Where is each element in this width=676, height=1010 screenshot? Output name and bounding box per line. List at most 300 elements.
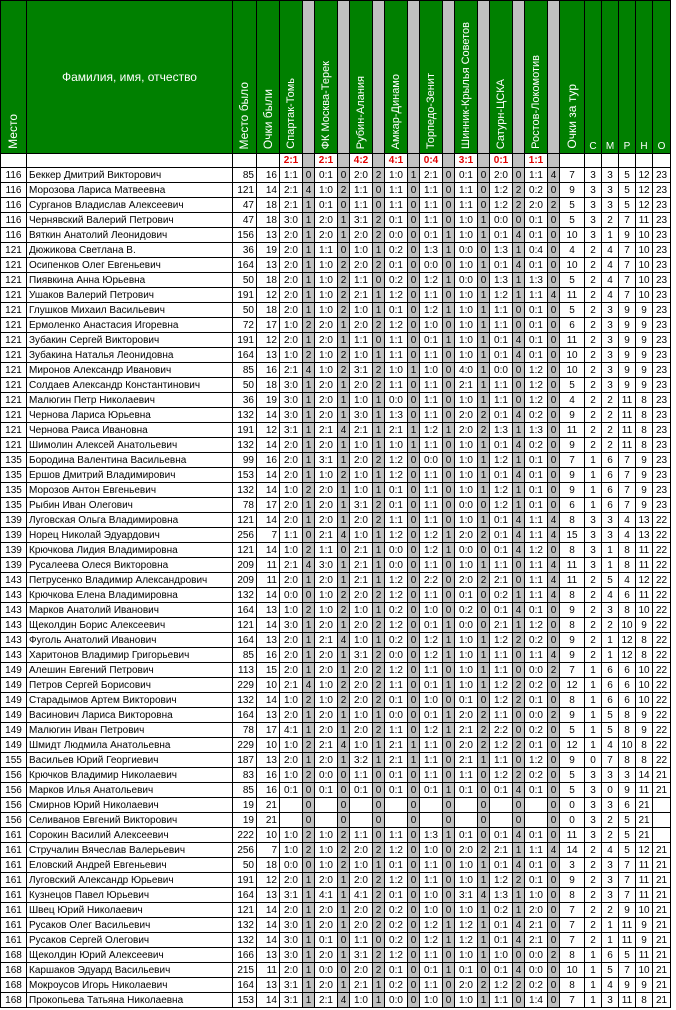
cell-tour-points: 15 — [560, 528, 585, 543]
cell-pred-1: 2:1 — [280, 678, 303, 693]
cell-pts-3: 2 — [373, 873, 385, 888]
cell-pts-3: 0 — [373, 198, 385, 213]
cell-pred-3: 1:0 — [350, 708, 373, 723]
cell-pts-8: 0 — [548, 753, 560, 768]
cell-stat-o: 22 — [653, 753, 671, 768]
results-empty — [585, 154, 602, 168]
cell-pred-7: 1:3 — [490, 243, 513, 258]
cell-pred-5: 2:1 — [420, 168, 443, 183]
cell-pred-2: 1:0 — [315, 693, 338, 708]
cell-pred-2: 2:0 — [315, 228, 338, 243]
cell-pts-6: 1 — [478, 513, 490, 528]
cell-tour-points: 14 — [560, 843, 585, 858]
cell-points-were: 17 — [257, 498, 280, 513]
cell-pred-8: 1:1 — [525, 168, 548, 183]
cell-pred-6: 2:1 — [455, 378, 478, 393]
cell-pts-5: 1 — [443, 918, 455, 933]
cell-pred-2: 1:0 — [315, 303, 338, 318]
cell-pred-3 — [350, 813, 373, 828]
cell-pts-4: 0 — [408, 258, 420, 273]
cell-pred-6: 1:0 — [455, 228, 478, 243]
cell-pts-7: 4 — [513, 963, 525, 978]
cell-pts-8: 0 — [548, 363, 560, 378]
cell-place: 168 — [1, 978, 27, 993]
cell-pred-4: 2:1 — [385, 423, 408, 438]
cell-pts-4: 0 — [408, 333, 420, 348]
cell-tour-points: 3 — [560, 858, 585, 873]
cell-pts-6: 2 — [478, 528, 490, 543]
cell-pred-6: 1:0 — [455, 258, 478, 273]
results-empty — [653, 154, 671, 168]
cell-pts-3: 0 — [373, 813, 385, 828]
cell-pred-2: 2:1 — [315, 993, 338, 1008]
cell-pts-7: 0 — [513, 708, 525, 723]
cell-pts-8: 0 — [548, 918, 560, 933]
cell-pts-7: 1 — [513, 453, 525, 468]
table-row — [1, 663, 671, 678]
cell-pred-3: 2:0 — [350, 513, 373, 528]
cell-pts-6: 1 — [478, 678, 490, 693]
cell-pred-4: 0:2 — [385, 978, 408, 993]
cell-stat-n: 21 — [636, 798, 653, 813]
cell-pts-4: 0 — [408, 708, 420, 723]
cell-stat-r: 12 — [619, 648, 636, 663]
cell-place: 156 — [1, 813, 27, 828]
cell-pts-3: 1 — [373, 573, 385, 588]
cell-name: Солдаев Александр Константинович — [27, 378, 233, 393]
cell-stat-n: 9 — [636, 618, 653, 633]
cell-pts-8: 0 — [548, 993, 560, 1008]
cell-name: Русаков Сергей Олегович — [27, 933, 233, 948]
cell-tour-points: 8 — [560, 888, 585, 903]
cell-tour-points: 5 — [560, 723, 585, 738]
cell-pred-2: 2:0 — [315, 213, 338, 228]
cell-pts-7: 4 — [513, 333, 525, 348]
table-row — [1, 678, 671, 693]
cell-pred-7: 1:3 — [490, 273, 513, 288]
cell-pred-6: 1:2 — [455, 933, 478, 948]
cell-pts-3: 2 — [373, 588, 385, 603]
cell-pts-8: 0 — [548, 348, 560, 363]
cell-pred-5: 1:2 — [420, 918, 443, 933]
cell-pts-6: 1 — [478, 228, 490, 243]
cell-place-was: 132 — [233, 588, 257, 603]
cell-pred-1: 1:0 — [280, 843, 303, 858]
cell-place: 156 — [1, 783, 27, 798]
cell-pts-5: 1 — [443, 273, 455, 288]
cell-pred-7: 1:2 — [490, 678, 513, 693]
cell-pts-6: 1 — [478, 363, 490, 378]
cell-stat-s: 3 — [585, 513, 602, 528]
cell-pts-8: 0 — [548, 783, 560, 798]
cell-pred-5: 1:1 — [420, 378, 443, 393]
cell-stat-o: 21 — [653, 978, 671, 993]
header-place-was-label: Место было — [237, 81, 251, 149]
cell-pts-1: 4 — [303, 558, 315, 573]
header-gap — [443, 1, 455, 154]
cell-stat-m: 3 — [602, 858, 619, 873]
cell-pred-3: 1:0 — [350, 528, 373, 543]
cell-pred-1: 2:1 — [280, 183, 303, 198]
cell-stat-n: 8 — [636, 423, 653, 438]
cell-pred-3: 2:0 — [350, 168, 373, 183]
results-gap — [548, 154, 560, 168]
cell-pts-5: 0 — [443, 948, 455, 963]
cell-pts-8: 0 — [548, 963, 560, 978]
cell-pred-6: 1:1 — [455, 768, 478, 783]
cell-pred-2: 3:0 — [315, 558, 338, 573]
cell-tour-points: 5 — [560, 768, 585, 783]
cell-stat-m: 7 — [602, 753, 619, 768]
header-place-was — [233, 1, 257, 154]
table-row — [1, 393, 671, 408]
cell-pts-6: 4 — [478, 888, 490, 903]
cell-pts-2: 1 — [338, 318, 350, 333]
cell-stat-o: 21 — [653, 768, 671, 783]
cell-pts-1: 1 — [303, 198, 315, 213]
cell-pred-4: 2:1 — [385, 738, 408, 753]
cell-stat-m: 1 — [602, 543, 619, 558]
cell-pts-6: 1 — [478, 753, 490, 768]
cell-tour-points: 9 — [560, 438, 585, 453]
cell-points-were: 10 — [257, 738, 280, 753]
cell-stat-n: 11 — [636, 543, 653, 558]
header-gap — [513, 1, 525, 154]
cell-pred-1: 3:1 — [280, 978, 303, 993]
cell-place: 155 — [1, 753, 27, 768]
cell-name: Миронов Александр Иванович — [27, 363, 233, 378]
cell-stat-s: 2 — [585, 903, 602, 918]
cell-stat-n: 11 — [636, 783, 653, 798]
cell-pts-8: 4 — [548, 588, 560, 603]
cell-pred-2: 2:0 — [315, 948, 338, 963]
cell-pts-1: 1 — [303, 618, 315, 633]
cell-pred-7: 0:2 — [490, 903, 513, 918]
cell-pts-1: 0 — [303, 783, 315, 798]
cell-pred-1: 2:0 — [280, 663, 303, 678]
cell-pred-8: 0:0 — [525, 663, 548, 678]
cell-pred-8: 0:2 — [525, 678, 548, 693]
cell-pred-7: 1:0 — [490, 948, 513, 963]
cell-pts-1: 1 — [303, 303, 315, 318]
cell-pred-2: 1:0 — [315, 363, 338, 378]
cell-stat-s: 2 — [585, 243, 602, 258]
cell-pts-5: 0 — [443, 798, 455, 813]
cell-pts-8: 0 — [548, 873, 560, 888]
cell-pts-4: 0 — [408, 828, 420, 843]
table-row — [1, 213, 671, 228]
cell-pts-4: 0 — [408, 558, 420, 573]
cell-pred-3: 1:1 — [350, 198, 373, 213]
cell-stat-o: 21 — [653, 858, 671, 873]
cell-pred-1: 2:0 — [280, 963, 303, 978]
cell-stat-n: 9 — [636, 708, 653, 723]
cell-pts-4: 0 — [408, 498, 420, 513]
cell-stat-s: 2 — [585, 633, 602, 648]
cell-pts-4: 0 — [408, 378, 420, 393]
cell-stat-o: 22 — [653, 708, 671, 723]
cell-pred-2: 0:0 — [315, 768, 338, 783]
cell-place: 121 — [1, 408, 27, 423]
cell-tour-points: 9 — [560, 408, 585, 423]
result-3: 4:2 — [350, 154, 373, 168]
cell-pred-3: 2:0 — [350, 693, 373, 708]
cell-name: Прокопьева Татьяна Николаевна — [27, 993, 233, 1008]
cell-pred-4: 0:1 — [385, 858, 408, 873]
cell-place-was: 153 — [233, 993, 257, 1008]
header-match-7 — [490, 1, 513, 154]
cell-pred-2: 0:1 — [315, 783, 338, 798]
cell-pts-2: 1 — [338, 903, 350, 918]
cell-stat-s: 2 — [585, 408, 602, 423]
table-row — [1, 723, 671, 738]
cell-pred-2: 2:0 — [315, 378, 338, 393]
cell-stat-m: 1 — [602, 918, 619, 933]
cell-pred-4: 0:0 — [385, 228, 408, 243]
cell-pts-3: 1 — [373, 483, 385, 498]
cell-pred-8: 0:0 — [525, 948, 548, 963]
cell-pred-1: 4:1 — [280, 723, 303, 738]
cell-points-were: 14 — [257, 543, 280, 558]
cell-tour-points: 9 — [560, 468, 585, 483]
cell-stat-r: 11 — [619, 393, 636, 408]
cell-pred-6: 1:0 — [455, 903, 478, 918]
cell-pred-6: 2:1 — [455, 723, 478, 738]
cell-points-were: 14 — [257, 513, 280, 528]
cell-pts-6: 1 — [478, 318, 490, 333]
cell-stat-o: 23 — [653, 393, 671, 408]
cell-pred-6: 0:0 — [455, 243, 478, 258]
table-row — [1, 708, 671, 723]
cell-pts-7: 0 — [513, 573, 525, 588]
cell-pts-1: 1 — [303, 228, 315, 243]
cell-stat-r: 7 — [619, 288, 636, 303]
cell-stat-o: 23 — [653, 243, 671, 258]
cell-pts-5: 0 — [443, 348, 455, 363]
cell-pred-7: 0:1 — [490, 528, 513, 543]
cell-pred-4: 1:0 — [385, 168, 408, 183]
cell-pts-8: 4 — [548, 168, 560, 183]
cell-place: 156 — [1, 768, 27, 783]
cell-name: Крючков Владимир Николаевич — [27, 768, 233, 783]
cell-points-were: 18 — [257, 378, 280, 393]
cell-pts-7: 1 — [513, 288, 525, 303]
cell-stat-m: 3 — [602, 318, 619, 333]
cell-stat-s: 3 — [585, 528, 602, 543]
cell-pred-5: 1:1 — [420, 183, 443, 198]
cell-pred-4: 1:1 — [385, 198, 408, 213]
cell-place: 161 — [1, 888, 27, 903]
cell-stat-r: 9 — [619, 978, 636, 993]
cell-points-were: 17 — [257, 723, 280, 738]
cell-pts-2: 2 — [338, 828, 350, 843]
cell-stat-m: 4 — [602, 588, 619, 603]
cell-pred-4: 1:2 — [385, 663, 408, 678]
cell-name: Норец Николай Эдуардович — [27, 528, 233, 543]
cell-pred-8: 0:2 — [525, 768, 548, 783]
cell-pred-5: 1:1 — [420, 438, 443, 453]
cell-pts-6: 1 — [478, 993, 490, 1008]
table-row — [1, 348, 671, 363]
cell-pts-7: 1 — [513, 888, 525, 903]
cell-pts-6: 1 — [478, 468, 490, 483]
cell-pred-4: 1:2 — [385, 618, 408, 633]
cell-stat-o: 23 — [653, 318, 671, 333]
cell-pts-5: 0 — [443, 438, 455, 453]
cell-pts-7: 2 — [513, 198, 525, 213]
cell-pts-1: 2 — [303, 348, 315, 363]
header-points-were-label: Очки были — [260, 88, 275, 149]
cell-pred-6: 3:1 — [455, 888, 478, 903]
results-empty — [636, 154, 653, 168]
cell-pts-2: 2 — [338, 843, 350, 858]
cell-pts-3: 2 — [373, 903, 385, 918]
cell-stat-r: 7 — [619, 468, 636, 483]
cell-pred-4: 0:1 — [385, 963, 408, 978]
cell-place: 121 — [1, 273, 27, 288]
cell-stat-o: 21 — [653, 903, 671, 918]
cell-pred-6: 1:0 — [455, 858, 478, 873]
cell-pts-3: 1 — [373, 543, 385, 558]
cell-stat-m: 2 — [602, 423, 619, 438]
header-match-4-label: Амкар-Динамо — [389, 73, 402, 149]
table-row — [1, 333, 671, 348]
cell-pred-8: 0:1 — [525, 603, 548, 618]
cell-pts-8: 0 — [548, 678, 560, 693]
cell-name: Каршаков Эдуард Васильевич — [27, 963, 233, 978]
cell-pred-2: 2:0 — [315, 573, 338, 588]
cell-place-was: 132 — [233, 483, 257, 498]
cell-stat-r: 7 — [619, 453, 636, 468]
cell-pts-3: 0 — [373, 933, 385, 948]
cell-name: Стручалин Вячеслав Валерьевич — [27, 843, 233, 858]
cell-pts-3: 2 — [373, 843, 385, 858]
cell-pred-8: 1:2 — [525, 393, 548, 408]
cell-stat-r: 9 — [619, 318, 636, 333]
cell-pred-2: 1:0 — [315, 858, 338, 873]
cell-stat-s: 3 — [585, 198, 602, 213]
cell-pts-3: 0 — [373, 783, 385, 798]
cell-pts-5: 0 — [443, 453, 455, 468]
cell-pred-4: 0:1 — [385, 783, 408, 798]
cell-stat-o: 23 — [653, 213, 671, 228]
cell-pts-3: 2 — [373, 453, 385, 468]
cell-pred-6: 2:0 — [455, 528, 478, 543]
cell-pred-1: 2:0 — [280, 498, 303, 513]
cell-stat-n: 12 — [636, 168, 653, 183]
cell-place: 135 — [1, 468, 27, 483]
cell-stat-m: 1 — [602, 633, 619, 648]
cell-pts-5: 0 — [443, 978, 455, 993]
cell-stat-s: 3 — [585, 813, 602, 828]
cell-stat-o — [653, 828, 671, 843]
cell-pts-4: 0 — [408, 633, 420, 648]
cell-stat-r: 7 — [619, 888, 636, 903]
cell-tour-points: 11 — [560, 333, 585, 348]
cell-place: 161 — [1, 843, 27, 858]
header-gap — [373, 1, 385, 154]
cell-place-was: 256 — [233, 528, 257, 543]
cell-stat-n: 13 — [636, 513, 653, 528]
cell-tour-points: 6 — [560, 318, 585, 333]
cell-pred-3: 2:0 — [350, 918, 373, 933]
cell-pts-3: 2 — [373, 378, 385, 393]
cell-place-was: 187 — [233, 753, 257, 768]
results-empty — [619, 154, 636, 168]
cell-pts-3: 1 — [373, 393, 385, 408]
cell-pred-5: 0:1 — [420, 963, 443, 978]
cell-place-was: 121 — [233, 513, 257, 528]
cell-pts-5: 1 — [443, 543, 455, 558]
cell-pts-1: 0 — [303, 168, 315, 183]
cell-pred-1: 1:1 — [280, 528, 303, 543]
cell-place: 149 — [1, 693, 27, 708]
cell-pts-6: 1 — [478, 453, 490, 468]
cell-pred-7: 0:1 — [490, 258, 513, 273]
cell-stat-s: 3 — [585, 543, 602, 558]
cell-pred-5: 1:1 — [420, 483, 443, 498]
cell-pred-5: 1:1 — [420, 738, 443, 753]
cell-stat-m: 4 — [602, 843, 619, 858]
cell-pts-2: 0 — [338, 543, 350, 558]
cell-pred-3: 1:0 — [350, 438, 373, 453]
cell-pts-8: 0 — [548, 618, 560, 633]
cell-pred-8: 0:1 — [525, 348, 548, 363]
cell-pred-7: 1:2 — [490, 873, 513, 888]
cell-pts-3: 1 — [373, 603, 385, 618]
cell-stat-n: 9 — [636, 468, 653, 483]
cell-pts-2: 0 — [338, 783, 350, 798]
cell-pred-2: 2:0 — [315, 873, 338, 888]
cell-pred-6: 1:0 — [455, 663, 478, 678]
cell-pred-8: 1:0 — [525, 888, 548, 903]
cell-pred-6: 2:0 — [455, 423, 478, 438]
cell-pred-1: 3:0 — [280, 378, 303, 393]
cell-stat-m: 4 — [602, 978, 619, 993]
cell-pts-5: 1 — [443, 423, 455, 438]
cell-pts-7: 0 — [513, 648, 525, 663]
cell-pred-1: 2:0 — [280, 708, 303, 723]
cell-stat-n: 9 — [636, 978, 653, 993]
header-gap — [548, 1, 560, 154]
cell-pts-4: 0 — [408, 768, 420, 783]
cell-stat-n: 8 — [636, 738, 653, 753]
cell-place: 149 — [1, 738, 27, 753]
cell-stat-m: 6 — [602, 468, 619, 483]
cell-tour-points: 8 — [560, 618, 585, 633]
cell-pts-8: 0 — [548, 933, 560, 948]
cell-stat-m: 6 — [602, 693, 619, 708]
cell-pts-3: 0 — [373, 798, 385, 813]
cell-pred-4: 1:2 — [385, 873, 408, 888]
cell-stat-m: 3 — [602, 183, 619, 198]
cell-pts-3: 0 — [373, 273, 385, 288]
cell-pts-6: 1 — [478, 663, 490, 678]
cell-pred-6: 2:0 — [455, 738, 478, 753]
cell-pts-4: 0 — [408, 678, 420, 693]
cell-place-was: 132 — [233, 918, 257, 933]
cell-pts-5: 1 — [443, 648, 455, 663]
cell-points-were: 14 — [257, 903, 280, 918]
cell-pts-7: 0 — [513, 168, 525, 183]
cell-pred-8: 0:2 — [525, 408, 548, 423]
cell-place: 161 — [1, 918, 27, 933]
cell-place-was: 19 — [233, 813, 257, 828]
cell-pred-7: 0:1 — [490, 828, 513, 843]
cell-place: 168 — [1, 993, 27, 1008]
cell-pred-1: 3:0 — [280, 918, 303, 933]
cell-pred-2: 2:0 — [315, 513, 338, 528]
